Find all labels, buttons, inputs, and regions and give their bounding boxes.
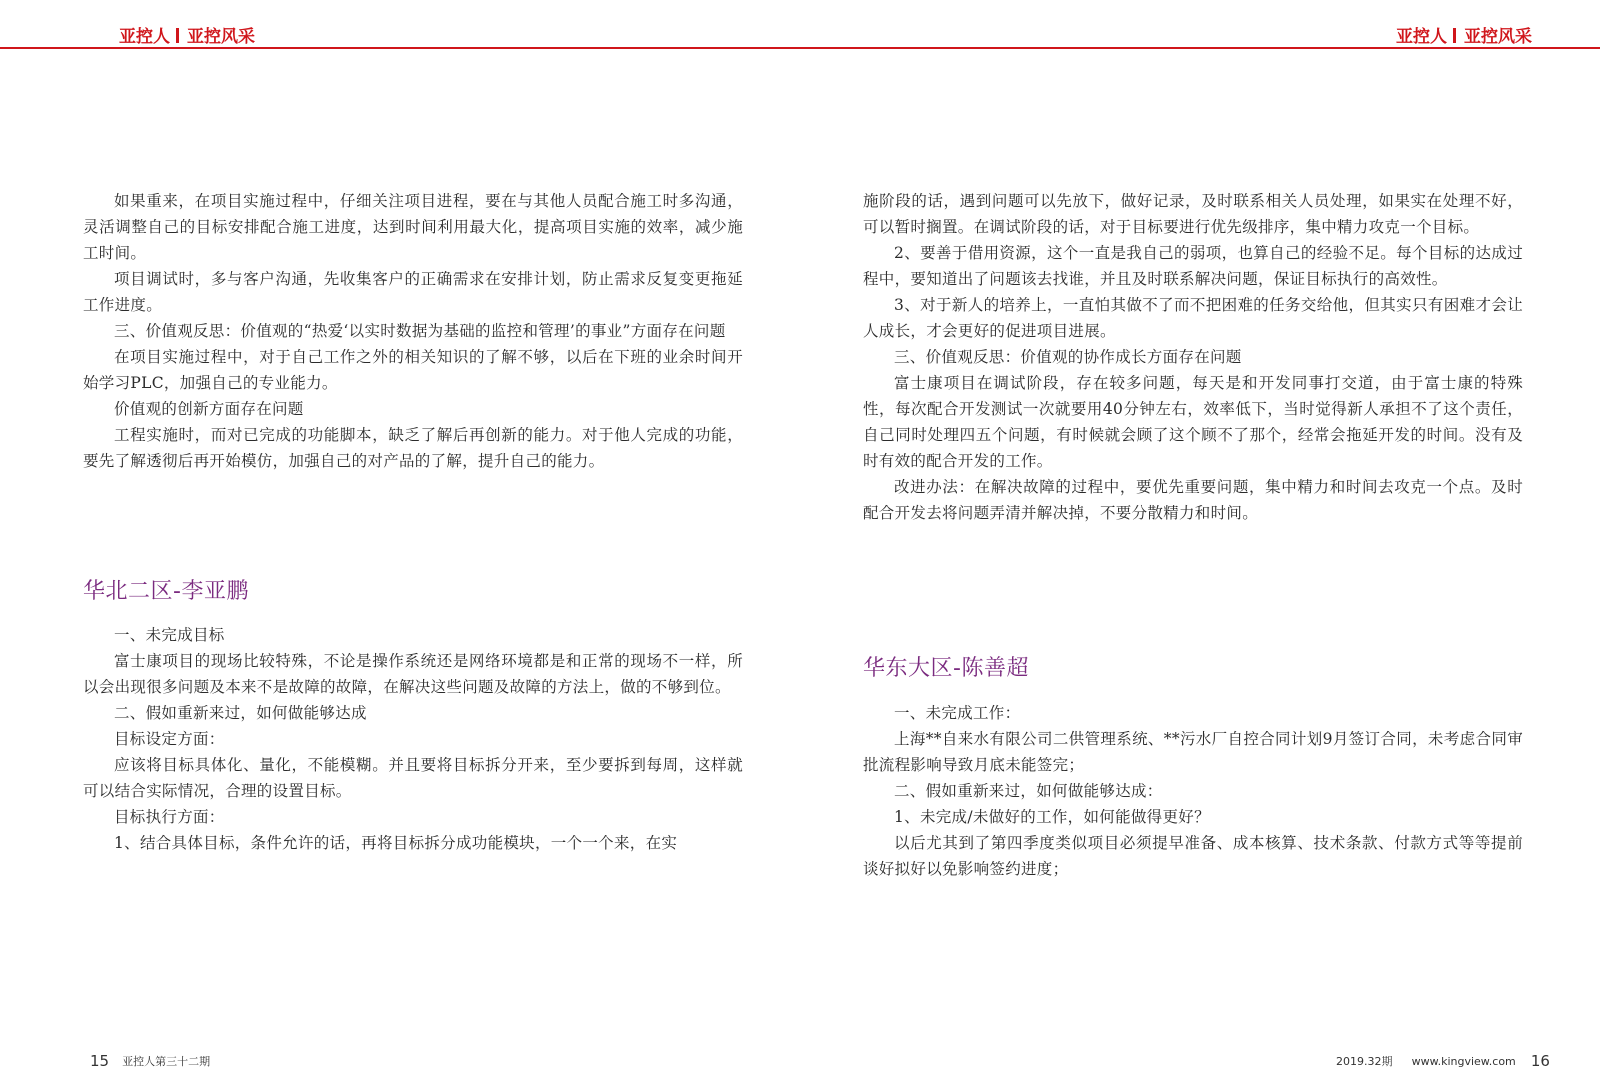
paragraph: 价值观的创新方面存在问题 [114,400,304,418]
paragraph: 在项目实施过程中，对于自己工作之外的相关知识的了解不够，以后在下班的业余时间开始学习PLC，加强自己的专业能力。 [83,348,743,392]
header-title-right-b: 亚控风采 [1464,27,1532,47]
section-title-east-china: 华东大区-陈善超 [863,656,1029,681]
left-article-block-1 [83,188,743,474]
header-title-left [119,27,255,47]
paragraph: 一、未完成工作： [894,704,1021,722]
paragraph: 目标执行方面： [114,808,225,826]
website-link[interactable]: www.kingview.com [1411,1055,1516,1068]
page-number-right: 16 [1530,1052,1550,1070]
header-separator-right [1453,28,1456,43]
paragraph: 1、结合具体目标，条件允许的话，再将目标拆分成功能模块，一个一个来，在实 [114,834,678,852]
paragraph: 施阶段的话，遇到问题可以先放下，做好记录，及时联系相关人员处理，如果实在处理不好，可以暂时搁置。在调试阶段的话，对于目标要进行优先级排序，集中精力攻克一个目标。 [863,192,1523,236]
right-article-block-1 [863,188,1523,526]
header-title-left-b: 亚控风采 [187,27,255,47]
section-title-north-china: 华北二区-李亚鹏 [83,579,249,604]
paragraph: 二、假如重新来过，如何做能够达成 [114,704,367,722]
header-title-left-a: 亚控人 [119,27,170,47]
paragraph: 三、价值观反思：价值观的协作成长方面存在问题 [894,348,1242,366]
paragraph: 3、对于新人的培养上，一直怕其做不了而不把困难的任务交给他，但其实只有困难才会让人成长，才会更好的促进项目进展。 [863,296,1523,340]
paragraph: 工程实施时，而对已完成的功能脚本，缺乏了解后再创新的能力。对于他人完成的功能，要先了解透彻后再开始模仿，加强自己的对产品的了解，提升自己的能力。 [83,426,743,470]
paragraph: 2、要善于借用资源，这个一直是我自己的弱项，也算自己的经验不足。每个目标的达成过程中，要知道出了问题该去找谁，并且及时联系解决问题，保证目标执行的高效性。 [863,244,1523,288]
paragraph: 富士康项目在调试阶段，存在较多问题，每天是和开发同事打交道，由于富士康的特殊性，每次配合开发测试一次就要用40分钟左右，效率低下，当时觉得新人承担不了这个责任，自己同时处理四五个问题，有时候就会顾了这个顾不了那个，经常会拖延开发的时间。没有及时有效的配合开发的工作。 [863,374,1523,470]
right-article-block-2 [863,700,1523,882]
paragraph: 二、假如重新来过，如何做能够达成： [894,782,1163,800]
page-number-left: 15 [90,1052,110,1070]
footer-right [1336,1050,1550,1070]
header-title-right-a: 亚控人 [1396,27,1447,47]
paragraph: 应该将目标具体化、量化，不能模糊。并且要将目标拆分开来，至少要拆到每周，这样就可以结合实际情况，合理的设置目标。 [83,756,743,800]
paragraph: 一、未完成目标 [114,626,225,644]
header-rule [0,47,1600,49]
paragraph: 项目调试时，多与客户沟通，先收集客户的正确需求在安排计划，防止需求反复变更拖延工作进度。 [83,270,743,314]
paragraph: 1、未完成/未做好的工作，如何能做得更好？ [894,808,1210,826]
paragraph: 改进办法：在解决故障的过程中，要优先重要问题，集中精力和时间去攻克一个点。及时配合开发去将问题弄清并解决掉，不要分散精力和时间。 [863,478,1523,522]
header-separator-left [176,28,179,43]
header-title-right [1396,27,1532,47]
paragraph: 富士康项目的现场比较特殊，不论是操作系统还是网络环境都是和正常的现场不一样，所以会出现很多问题及本来不是故障的故障，在解决这些问题及故障的方法上，做的不够到位。 [83,652,743,696]
paragraph: 上海**自来水有限公司二供管理系统、**污水厂自控合同计划9月签订合同，未考虑合同审批流程影响导致月底未能签完； [863,730,1523,774]
left-article-block-2 [83,622,743,856]
paragraph: 以后尤其到了第四季度类似项目必须提早准备、成本核算、技术条款、付款方式等等提前谈好拟好以免影响签约进度； [863,834,1523,878]
paragraph: 目标设定方面： [114,730,225,748]
issue-label-left: 亚控人第三十二期 [122,1055,211,1068]
paragraph: 三、价值观反思：价值观的“热爱‘以实时数据为基础的监控和管理’的事业”方面存在问题 [114,322,726,340]
footer-left [90,1050,210,1070]
paragraph: 如果重来，在项目实施过程中，仔细关注项目进程，要在与其他人员配合施工时多沟通，灵活调整自己的目标安排配合施工进度，达到时间利用最大化，提高项目实施的效率，减少施工时间。 [83,192,743,262]
issue-label-right: 2019.32期 [1336,1055,1393,1068]
